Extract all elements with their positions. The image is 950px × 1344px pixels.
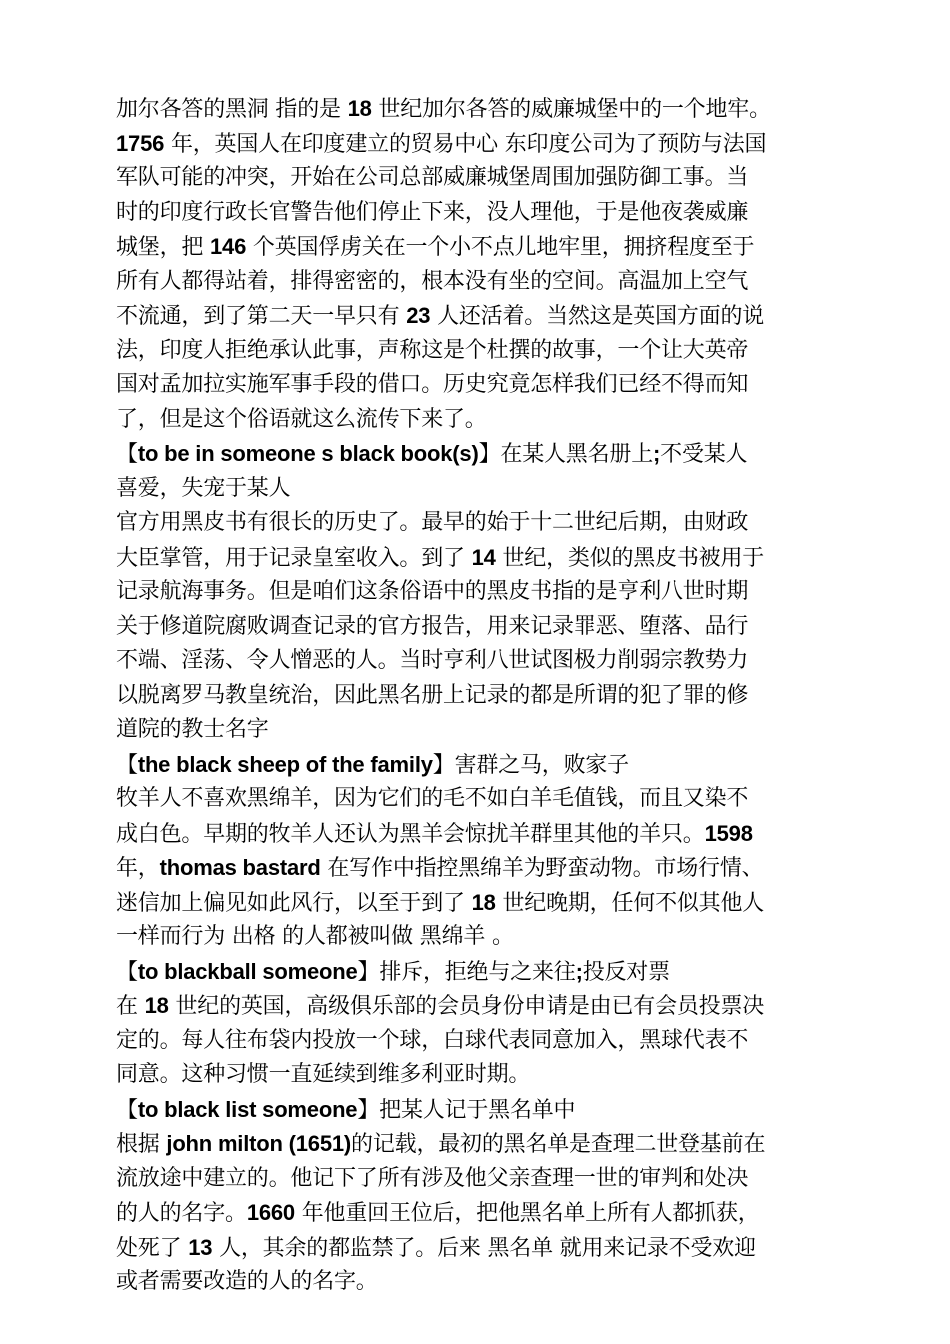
bold-text-run: 146: [210, 234, 247, 259]
text-line: [116, 679, 834, 714]
text-line: [116, 817, 834, 852]
text-run: 牧羊人不喜欢黑绵羊，因为它们的毛不如白羊毛值钱，而且又染不: [116, 786, 749, 811]
text-run: 军队可能的冲突，开始在公司总部威廉城堡周围加强防御工事。当: [116, 165, 749, 190]
text-run: 以脱离罗马教皇统治，因此黑名册上记录的都是所谓的犯了罪的修: [116, 682, 749, 708]
text-line: [116, 196, 834, 231]
text-line: [116, 368, 834, 403]
bold-text-run: 14: [471, 544, 496, 570]
text-run: 【: [116, 1097, 138, 1123]
text-run: 一样而行为 出格 的人都被叫做 黑绵羊 。: [116, 924, 514, 949]
text-line: [116, 1265, 834, 1300]
bold-text-run: ;: [575, 958, 583, 984]
text-run: 个英国俘虏关在一个小不点儿地牢里，拥挤程度至于: [246, 235, 755, 260]
text-run: 不受某人: [660, 442, 748, 467]
text-line: [116, 161, 834, 196]
text-line: [116, 1196, 834, 1231]
bold-text-run: 18: [471, 889, 496, 915]
text-run: 年，: [116, 856, 160, 881]
text-run: 世纪的英国，高级俱乐部的会员身份申请是由已有会员投票决: [168, 994, 765, 1019]
text-run: 城堡，把: [116, 235, 210, 260]
text-line: [116, 230, 834, 265]
text-line: [116, 989, 834, 1024]
text-run: 时的印度行政长官警告他们停止下来，没人理他，于是他夜袭威廉: [116, 199, 749, 225]
text-run: 在: [116, 994, 145, 1019]
text-run: 或者需要改造的人的名字。: [116, 1269, 378, 1294]
text-run: 所有人都得站着，排得密密的，根本没有坐的空间。高温加上空气: [116, 268, 749, 294]
text-line: [116, 1231, 834, 1266]
text-run: 处死了: [116, 1235, 189, 1261]
text-line: [116, 299, 834, 334]
text-run: 道院的教士名字: [116, 717, 269, 742]
text-run: 】在某人黑名册上: [478, 442, 653, 467]
text-line: [116, 1024, 834, 1059]
text-run: 成白色。早期的牧羊人还认为黑羊会惊扰羊群里其他的羊只。: [116, 821, 705, 847]
text-run: 】害群之马，败家子: [432, 752, 629, 778]
text-line: [116, 782, 834, 817]
text-run: 年，英国人在印度建立的贸易中心 东印度公司为了预防与法国: [164, 131, 767, 157]
bold-text-run: john milton (1651): [166, 1131, 352, 1156]
text-run: 【: [116, 752, 138, 778]
bold-text-run: ;: [653, 441, 661, 466]
text-run: 关于修道院腐败调查记录的官方报告，用来记录罪恶、堕落、品行: [116, 613, 749, 639]
text-run: 流放途中建立的。他记下了所有涉及他父亲查理一世的审判和处决: [116, 1165, 749, 1191]
text-run: 大臣掌管，用于记录皇室收入。到了: [116, 545, 472, 571]
bold-text-run: 1756: [116, 130, 165, 156]
text-line: [116, 1162, 834, 1197]
text-line: [116, 265, 834, 300]
document-body-text: [116, 92, 834, 1300]
text-line: [116, 403, 834, 438]
text-run: 在写作中指控黑绵羊为野蛮动物。市场行情、: [320, 856, 764, 881]
text-line: [116, 334, 834, 369]
text-run: 不端、淫荡、令人憎恶的人。当时亨利八世试图极力削弱宗教势力: [116, 648, 749, 673]
text-line: [116, 851, 834, 886]
text-run: 【: [116, 442, 138, 467]
text-line: [116, 610, 834, 645]
text-line: [116, 1058, 834, 1093]
text-run: 【: [116, 959, 138, 985]
bold-text-run: 13: [188, 1234, 213, 1260]
bold-text-run: 1598: [704, 820, 753, 846]
bold-text-run: thomas bastard: [159, 855, 321, 880]
bold-text-run: 18: [347, 96, 372, 121]
text-run: 定的。每人往布袋内投放一个球，白球代表同意加入，黑球代表不: [116, 1027, 749, 1053]
text-run: 】把某人记于黑名单中: [357, 1097, 576, 1123]
text-line: [116, 955, 834, 990]
text-run: 人，其余的都监禁了。后来 黑名单 就用来记录不受欢迎: [212, 1235, 756, 1261]
text-run: 的记载，最初的黑名单是查理二世登基前在: [351, 1132, 766, 1157]
text-line: [116, 92, 834, 127]
text-run: 世纪，类似的黑皮书被用于: [495, 545, 765, 571]
text-line: [116, 1127, 834, 1162]
bold-text-run: the black sheep of the family: [137, 751, 433, 777]
text-run: 官方用黑皮书有很长的历史了。最早的始于十二世纪后期，由财政: [116, 510, 749, 535]
text-run: 加尔各答的黑洞 指的是: [116, 97, 348, 122]
text-run: 】排斥，拒绝与之来往: [357, 959, 576, 985]
bold-text-run: to blackball someone: [137, 958, 358, 984]
text-line: [116, 713, 834, 748]
text-run: 人还活着。当然这是英国方面的说: [430, 304, 765, 329]
bold-text-run: 18: [144, 993, 169, 1018]
text-line: [116, 541, 834, 576]
text-run: 根据: [116, 1132, 167, 1157]
text-run: 记录航海事务。但是咱们这条俗语中的黑皮书指的是亨利八世时期: [116, 579, 749, 604]
text-line: [116, 1093, 834, 1128]
text-run: 法，印度人拒绝承认此事，声称这是个杜撰的故事，一个让大英帝: [116, 337, 749, 363]
text-line: [116, 575, 834, 610]
text-run: 年他重回王位后，把他黑名单上所有人都抓获，: [294, 1201, 760, 1226]
bold-text-run: 1660: [246, 1200, 295, 1225]
text-line: [116, 644, 834, 679]
text-run: 不流通，到了第二天一早只有: [116, 304, 407, 329]
bold-text-run: to be in someone s black book(s): [137, 441, 479, 466]
text-run: 迷信加上偏见如此风行，以至于到了: [116, 890, 472, 916]
text-run: 同意。这种习惯一直延续到维多利亚时期。: [116, 1062, 531, 1087]
text-line: [116, 920, 834, 955]
text-run: 的人的名字。: [116, 1201, 247, 1226]
bold-text-run: 23: [406, 303, 431, 328]
text-line: [116, 506, 834, 541]
bold-text-run: to black list someone: [137, 1096, 358, 1122]
text-line: [116, 472, 834, 507]
text-run: 投反对票: [582, 959, 670, 985]
text-line: [116, 748, 834, 783]
text-line: [116, 886, 834, 921]
text-run: 了，但是这个俗语就这么流传下来了。: [116, 406, 487, 432]
text-line: [116, 437, 834, 472]
text-run: 喜爱，失宠于某人: [116, 475, 291, 501]
text-run: 世纪晚期，任何不似其他人: [495, 890, 765, 916]
text-run: 世纪加尔各答的威廉城堡中的一个地牢。: [371, 97, 771, 122]
text-line: [116, 127, 834, 162]
text-run: 国对孟加拉实施军事手段的借口。历史究竟怎样我们已经不得而知: [116, 372, 749, 397]
